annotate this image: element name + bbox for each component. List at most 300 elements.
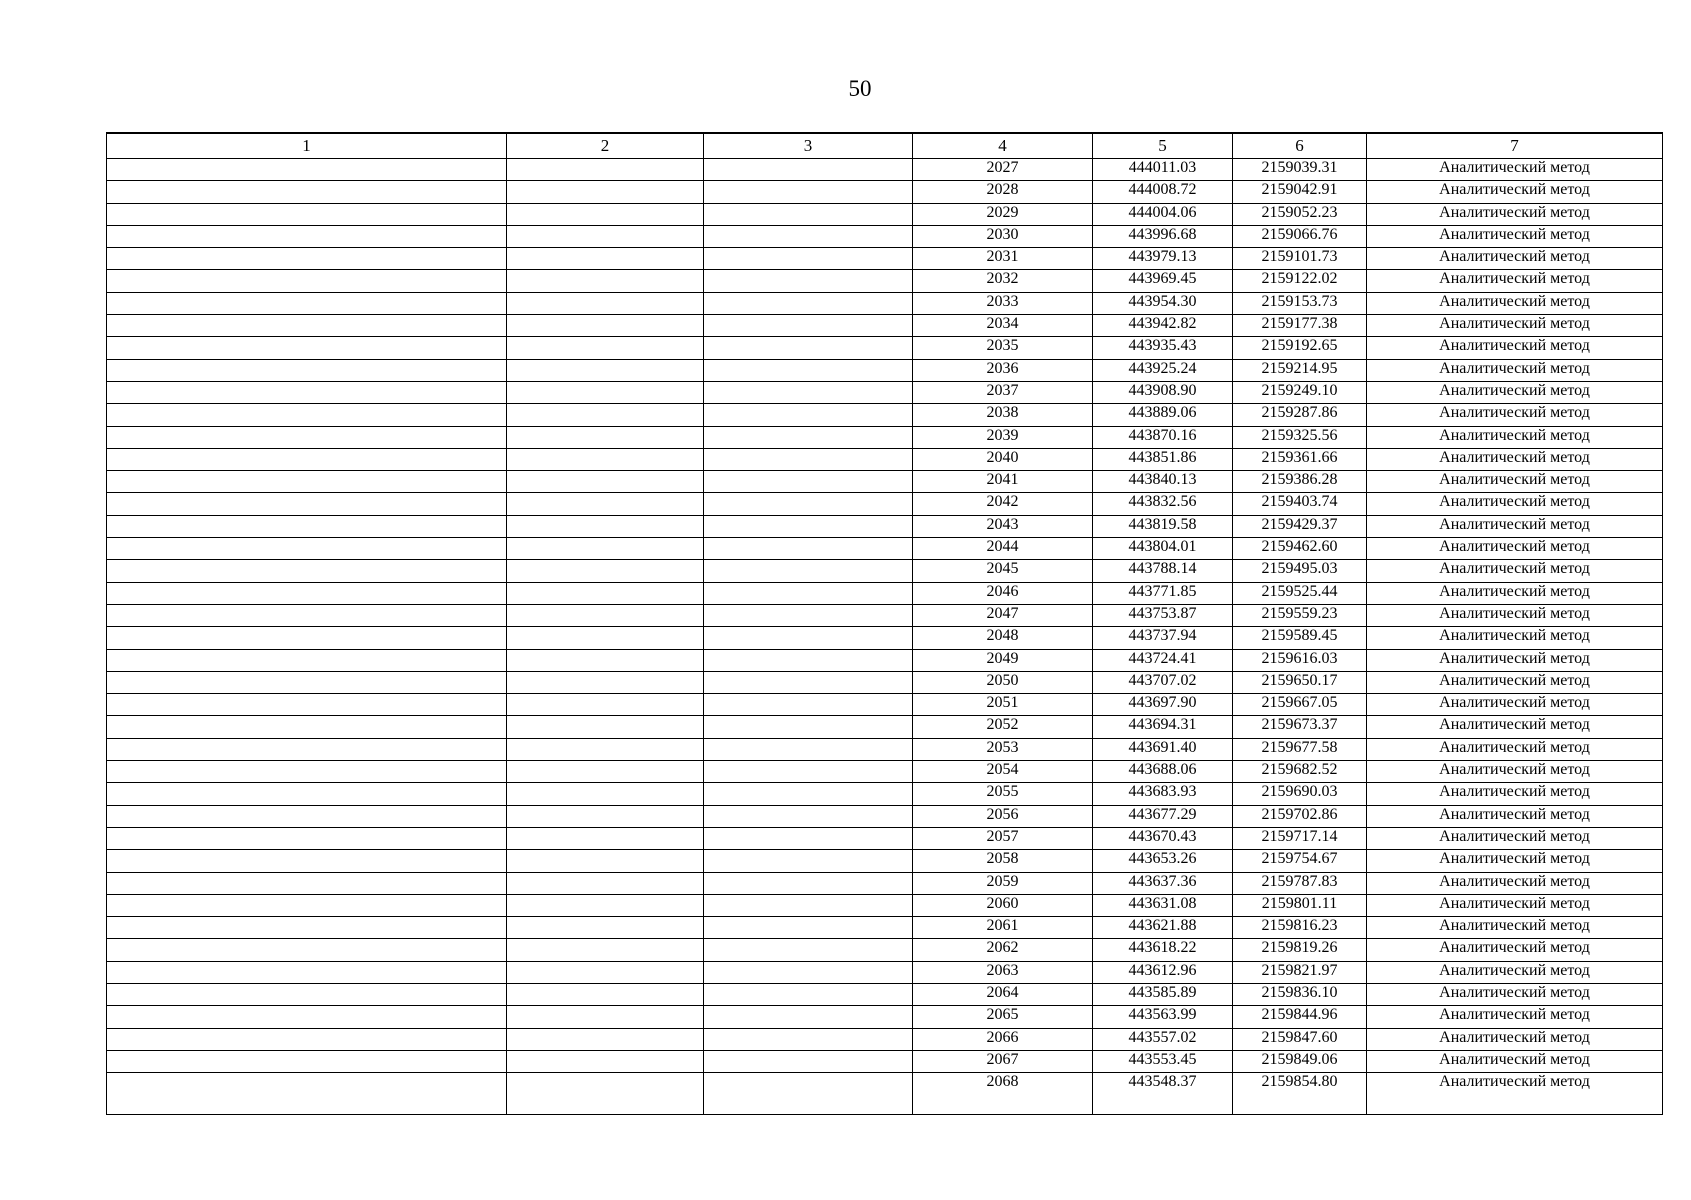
table-row [107,159,1663,181]
table-cell-col-7: Аналитический метод [1367,872,1663,894]
table-cell-col-5: 443889.06 [1093,404,1233,426]
table-cell-col-5: 443548.37 [1093,1073,1233,1115]
table-cell-col-4: 2054 [913,761,1093,783]
table-cell-col-4: 2042 [913,493,1093,515]
table-cell-col-1 [107,627,507,649]
table-cell-col-3 [704,515,913,537]
table-cell-col-6: 2159854.80 [1233,1073,1367,1115]
table-cell-col-7: Аналитический метод [1367,315,1663,337]
table-cell-col-2 [507,315,704,337]
table-cell-col-7: Аналитический метод [1367,1028,1663,1050]
table-cell-col-1 [107,783,507,805]
table-cell-col-6: 2159361.66 [1233,448,1367,470]
table-cell-col-1 [107,248,507,270]
table-cell-col-3 [704,471,913,493]
table-cell-col-1 [107,894,507,916]
table-cell-col-4: 2032 [913,270,1093,292]
table-cell-col-7: Аналитический метод [1367,783,1663,805]
table-cell-col-3 [704,159,913,181]
table-cell-col-3 [704,939,913,961]
table-cell-col-2 [507,894,704,916]
table-cell-col-5: 443804.01 [1093,538,1233,560]
table-cell-col-5: 443979.13 [1093,248,1233,270]
table-cell-col-4: 2051 [913,694,1093,716]
table-cell-col-1 [107,850,507,872]
table-cell-col-6: 2159754.67 [1233,850,1367,872]
table-cell-col-7: Аналитический метод [1367,426,1663,448]
table-cell-col-7: Аналитический метод [1367,694,1663,716]
table-cell-col-2 [507,471,704,493]
table-cell-col-5: 443621.88 [1093,917,1233,939]
table-cell-col-1 [107,225,507,247]
table-cell-col-2 [507,694,704,716]
table-cell-col-7: Аналитический метод [1367,716,1663,738]
table-cell-col-1 [107,716,507,738]
table-cell-col-5: 443563.99 [1093,1006,1233,1028]
table-cell-col-1 [107,761,507,783]
table-cell-col-2 [507,805,704,827]
coordinates-table [106,132,1663,1115]
table-cell-col-5: 444004.06 [1093,203,1233,225]
table-cell-col-5: 443819.58 [1093,515,1233,537]
table-cell-col-2 [507,582,704,604]
table-cell-col-4: 2053 [913,738,1093,760]
table-row [107,761,1663,783]
table-row [107,671,1663,693]
table-row [107,315,1663,337]
table-row [107,292,1663,314]
table-cell-col-6: 2159650.17 [1233,671,1367,693]
table-cell-col-1 [107,337,507,359]
table-cell-col-4: 2050 [913,671,1093,693]
table-cell-col-1 [107,404,507,426]
column-header: 6 [1233,133,1367,159]
table-cell-col-3 [704,1006,913,1028]
table-cell-col-2 [507,515,704,537]
table-cell-col-5: 443925.24 [1093,359,1233,381]
table-cell-col-2 [507,381,704,403]
table-cell-col-5: 443771.85 [1093,582,1233,604]
table-cell-col-3 [704,225,913,247]
table-cell-col-5: 443840.13 [1093,471,1233,493]
table-cell-col-7: Аналитический метод [1367,337,1663,359]
table-cell-col-6: 2159819.26 [1233,939,1367,961]
table-row [107,1028,1663,1050]
table-cell-col-6: 2159052.23 [1233,203,1367,225]
table-row [107,961,1663,983]
table-cell-col-5: 443553.45 [1093,1050,1233,1072]
table-cell-col-4: 2033 [913,292,1093,314]
table-cell-col-3 [704,292,913,314]
table-cell-col-6: 2159682.52 [1233,761,1367,783]
table-cell-col-4: 2068 [913,1073,1093,1115]
table-cell-col-7: Аналитический метод [1367,761,1663,783]
table-row [107,894,1663,916]
table-cell-col-1 [107,649,507,671]
table-cell-col-7: Аналитический метод [1367,627,1663,649]
table-cell-col-4: 2058 [913,850,1093,872]
table-cell-col-4: 2060 [913,894,1093,916]
table-cell-col-6: 2159589.45 [1233,627,1367,649]
table-cell-col-6: 2159066.76 [1233,225,1367,247]
table-cell-col-1 [107,582,507,604]
table-cell-col-1 [107,917,507,939]
table-row [107,359,1663,381]
table-cell-col-1 [107,738,507,760]
table-cell-col-7: Аналитический метод [1367,649,1663,671]
table-cell-col-7: Аналитический метод [1367,560,1663,582]
table-cell-col-7: Аналитический метод [1367,805,1663,827]
table-cell-col-3 [704,917,913,939]
table-cell-col-5: 444011.03 [1093,159,1233,181]
table-row [107,225,1663,247]
table-row [107,203,1663,225]
table-cell-col-3 [704,783,913,805]
table-cell-col-6: 2159249.10 [1233,381,1367,403]
table-cell-col-5: 443670.43 [1093,827,1233,849]
table-row [107,270,1663,292]
table-cell-col-7: Аналитический метод [1367,493,1663,515]
table-cell-col-2 [507,939,704,961]
table-cell-col-7: Аналитический метод [1367,159,1663,181]
table-cell-col-6: 2159042.91 [1233,181,1367,203]
table-cell-col-6: 2159844.96 [1233,1006,1367,1028]
table-cell-col-4: 2064 [913,983,1093,1005]
table-cell-col-6: 2159386.28 [1233,471,1367,493]
table-cell-col-6: 2159403.74 [1233,493,1367,515]
table-cell-col-3 [704,1073,913,1115]
table-cell-col-3 [704,805,913,827]
table-cell-col-2 [507,270,704,292]
table-cell-col-7: Аналитический метод [1367,203,1663,225]
table-cell-col-5: 443707.02 [1093,671,1233,693]
table-cell-col-4: 2057 [913,827,1093,849]
table-row [107,939,1663,961]
table-row [107,337,1663,359]
table-row [107,471,1663,493]
table-cell-col-2 [507,850,704,872]
table-cell-col-7: Аналитический метод [1367,738,1663,760]
table-cell-col-1 [107,872,507,894]
table-cell-col-7: Аналитический метод [1367,1050,1663,1072]
table-cell-col-5: 443870.16 [1093,426,1233,448]
table-cell-col-6: 2159816.23 [1233,917,1367,939]
table-cell-col-1 [107,1073,507,1115]
table-cell-col-4: 2055 [913,783,1093,805]
table-row [107,604,1663,626]
table-cell-col-2 [507,493,704,515]
table-cell-col-3 [704,337,913,359]
table-cell-col-2 [507,671,704,693]
table-row [107,493,1663,515]
table-cell-col-7: Аналитический метод [1367,582,1663,604]
table-cell-col-6: 2159462.60 [1233,538,1367,560]
table-cell-col-3 [704,1050,913,1072]
table-cell-col-1 [107,292,507,314]
table-cell-col-7: Аналитический метод [1367,471,1663,493]
table-cell-col-1 [107,983,507,1005]
table-row [107,560,1663,582]
table-cell-col-3 [704,270,913,292]
column-header: 3 [704,133,913,159]
table-cell-col-6: 2159287.86 [1233,404,1367,426]
table-cell-col-7: Аналитический метод [1367,359,1663,381]
table-cell-col-3 [704,181,913,203]
table-cell-col-6: 2159847.60 [1233,1028,1367,1050]
table-cell-col-3 [704,315,913,337]
table-cell-col-3 [704,538,913,560]
table-cell-col-5: 443954.30 [1093,292,1233,314]
table-cell-col-4: 2034 [913,315,1093,337]
table-cell-col-1 [107,359,507,381]
table-cell-col-6: 2159616.03 [1233,649,1367,671]
table-row [107,426,1663,448]
header-row [107,133,1663,159]
table-cell-col-7: Аналитический метод [1367,961,1663,983]
table-cell-col-1 [107,181,507,203]
table-cell-col-3 [704,582,913,604]
table-cell-col-4: 2059 [913,872,1093,894]
table-cell-col-5: 443935.43 [1093,337,1233,359]
table-cell-col-1 [107,961,507,983]
table-cell-col-1 [107,805,507,827]
table-cell-col-6: 2159177.38 [1233,315,1367,337]
table-cell-col-5: 443612.96 [1093,961,1233,983]
table-cell-col-6: 2159717.14 [1233,827,1367,849]
table-cell-col-5: 443691.40 [1093,738,1233,760]
table-cell-col-1 [107,493,507,515]
table-cell-col-4: 2035 [913,337,1093,359]
table-cell-col-5: 443969.45 [1093,270,1233,292]
table-cell-col-1 [107,939,507,961]
table-cell-col-4: 2065 [913,1006,1093,1028]
table-cell-col-7: Аналитический метод [1367,248,1663,270]
table-cell-col-3 [704,649,913,671]
table-cell-col-4: 2036 [913,359,1093,381]
table-cell-col-6: 2159702.86 [1233,805,1367,827]
table-cell-col-3 [704,203,913,225]
table-cell-col-5: 443753.87 [1093,604,1233,626]
table-cell-col-1 [107,381,507,403]
table-row [107,404,1663,426]
table-cell-col-6: 2159849.06 [1233,1050,1367,1072]
table-cell-col-3 [704,604,913,626]
table-cell-col-4: 2041 [913,471,1093,493]
table-cell-col-4: 2049 [913,649,1093,671]
table-cell-col-3 [704,738,913,760]
table-cell-col-1 [107,203,507,225]
table-cell-col-2 [507,961,704,983]
table-cell-col-5: 443942.82 [1093,315,1233,337]
table-cell-col-7: Аналитический метод [1367,894,1663,916]
table-cell-col-3 [704,1028,913,1050]
table-cell-col-5: 443724.41 [1093,649,1233,671]
table-cell-col-4: 2046 [913,582,1093,604]
table-cell-col-6: 2159836.10 [1233,983,1367,1005]
table-cell-col-2 [507,1006,704,1028]
table-cell-col-2 [507,538,704,560]
table-cell-col-7: Аналитический метод [1367,671,1663,693]
table-cell-col-7: Аналитический метод [1367,381,1663,403]
table-cell-col-6: 2159677.58 [1233,738,1367,760]
table-cell-col-5: 443851.86 [1093,448,1233,470]
table-cell-col-3 [704,827,913,849]
table-cell-col-4: 2048 [913,627,1093,649]
table-cell-col-5: 443631.08 [1093,894,1233,916]
table-cell-col-4: 2056 [913,805,1093,827]
table-cell-col-6: 2159122.02 [1233,270,1367,292]
table-cell-col-6: 2159690.03 [1233,783,1367,805]
column-header: 1 [107,133,507,159]
table-cell-col-2 [507,359,704,381]
table-row [107,827,1663,849]
table-cell-col-4: 2052 [913,716,1093,738]
table-cell-col-7: Аналитический метод [1367,917,1663,939]
table-cell-col-4: 2028 [913,181,1093,203]
table-cell-col-2 [507,983,704,1005]
table-cell-col-4: 2067 [913,1050,1093,1072]
table-cell-col-6: 2159667.05 [1233,694,1367,716]
table-row [107,1006,1663,1028]
table-cell-col-7: Аналитический метод [1367,604,1663,626]
table-cell-col-6: 2159559.23 [1233,604,1367,626]
table-cell-col-1 [107,426,507,448]
table-cell-col-2 [507,1050,704,1072]
table-row [107,649,1663,671]
table-cell-col-6: 2159429.37 [1233,515,1367,537]
table-cell-col-3 [704,694,913,716]
table-cell-col-2 [507,337,704,359]
table-cell-col-4: 2044 [913,538,1093,560]
table-cell-col-4: 2047 [913,604,1093,626]
table-cell-col-2 [507,738,704,760]
table-cell-col-2 [507,203,704,225]
table-cell-col-6: 2159673.37 [1233,716,1367,738]
table-cell-col-5: 443653.26 [1093,850,1233,872]
table-cell-col-6: 2159495.03 [1233,560,1367,582]
table-cell-col-2 [507,872,704,894]
table-cell-col-1 [107,560,507,582]
column-header: 5 [1093,133,1233,159]
table-cell-col-6: 2159153.73 [1233,292,1367,314]
table-cell-col-4: 2039 [913,426,1093,448]
table-cell-col-3 [704,493,913,515]
table-cell-col-4: 2030 [913,225,1093,247]
table-cell-col-4: 2061 [913,917,1093,939]
table-cell-col-5: 443996.68 [1093,225,1233,247]
table-cell-col-7: Аналитический метод [1367,225,1663,247]
table-row [107,582,1663,604]
table-cell-col-2 [507,716,704,738]
table-cell-col-3 [704,560,913,582]
table-cell-col-7: Аналитический метод [1367,515,1663,537]
table-cell-col-1 [107,694,507,716]
table-cell-col-2 [507,917,704,939]
table-cell-col-3 [704,448,913,470]
table-cell-col-5: 443677.29 [1093,805,1233,827]
table-cell-col-5: 443618.22 [1093,939,1233,961]
table-cell-col-4: 2066 [913,1028,1093,1050]
table-row [107,716,1663,738]
table-cell-col-4: 2027 [913,159,1093,181]
table-row [107,872,1663,894]
table-cell-col-1 [107,471,507,493]
table-row [107,850,1663,872]
table-cell-col-2 [507,159,704,181]
table-cell-col-4: 2031 [913,248,1093,270]
table-cell-col-7: Аналитический метод [1367,983,1663,1005]
table-row [107,381,1663,403]
table-cell-col-4: 2029 [913,203,1093,225]
table-cell-col-2 [507,560,704,582]
table-cell-col-2 [507,292,704,314]
table-cell-col-7: Аналитический метод [1367,1073,1663,1115]
table-row [107,538,1663,560]
table-cell-col-1 [107,827,507,849]
table-cell-col-7: Аналитический метод [1367,404,1663,426]
table-cell-col-1 [107,538,507,560]
table-cell-col-7: Аналитический метод [1367,1006,1663,1028]
table-cell-col-7: Аналитический метод [1367,292,1663,314]
table-row [107,983,1663,1005]
table-cell-col-4: 2040 [913,448,1093,470]
table-row [107,694,1663,716]
table-row [107,783,1663,805]
table-cell-col-5: 443637.36 [1093,872,1233,894]
table-row [107,627,1663,649]
table-cell-col-4: 2037 [913,381,1093,403]
table-cell-col-4: 2063 [913,961,1093,983]
table-cell-col-1 [107,315,507,337]
table-cell-col-2 [507,627,704,649]
table-cell-col-7: Аналитический метод [1367,448,1663,470]
table-cell-col-4: 2045 [913,560,1093,582]
table-cell-col-3 [704,872,913,894]
table-cell-col-7: Аналитический метод [1367,939,1663,961]
table-cell-col-3 [704,627,913,649]
table-cell-col-2 [507,248,704,270]
table-cell-col-2 [507,604,704,626]
table-cell-col-4: 2062 [913,939,1093,961]
table-cell-col-7: Аналитический метод [1367,827,1663,849]
table-cell-col-1 [107,448,507,470]
table-cell-col-2 [507,404,704,426]
table-cell-col-6: 2159101.73 [1233,248,1367,270]
table-cell-col-3 [704,983,913,1005]
table-cell-col-2 [507,649,704,671]
column-header: 4 [913,133,1093,159]
table-cell-col-1 [107,1006,507,1028]
table-cell-col-5: 443737.94 [1093,627,1233,649]
table-cell-col-3 [704,850,913,872]
table-cell-col-7: Аналитический метод [1367,850,1663,872]
table-row [107,1050,1663,1072]
table-cell-col-3 [704,404,913,426]
table-cell-col-2 [507,783,704,805]
table-cell-col-3 [704,426,913,448]
table-cell-col-3 [704,381,913,403]
column-header: 2 [507,133,704,159]
table-cell-col-7: Аналитический метод [1367,538,1663,560]
table-cell-col-5: 443832.56 [1093,493,1233,515]
table-cell-col-6: 2159325.56 [1233,426,1367,448]
table-cell-col-5: 443697.90 [1093,694,1233,716]
table-row [107,248,1663,270]
table-cell-col-5: 443908.90 [1093,381,1233,403]
table-cell-col-5: 443688.06 [1093,761,1233,783]
table-cell-col-5: 443557.02 [1093,1028,1233,1050]
table-cell-col-6: 2159214.95 [1233,359,1367,381]
